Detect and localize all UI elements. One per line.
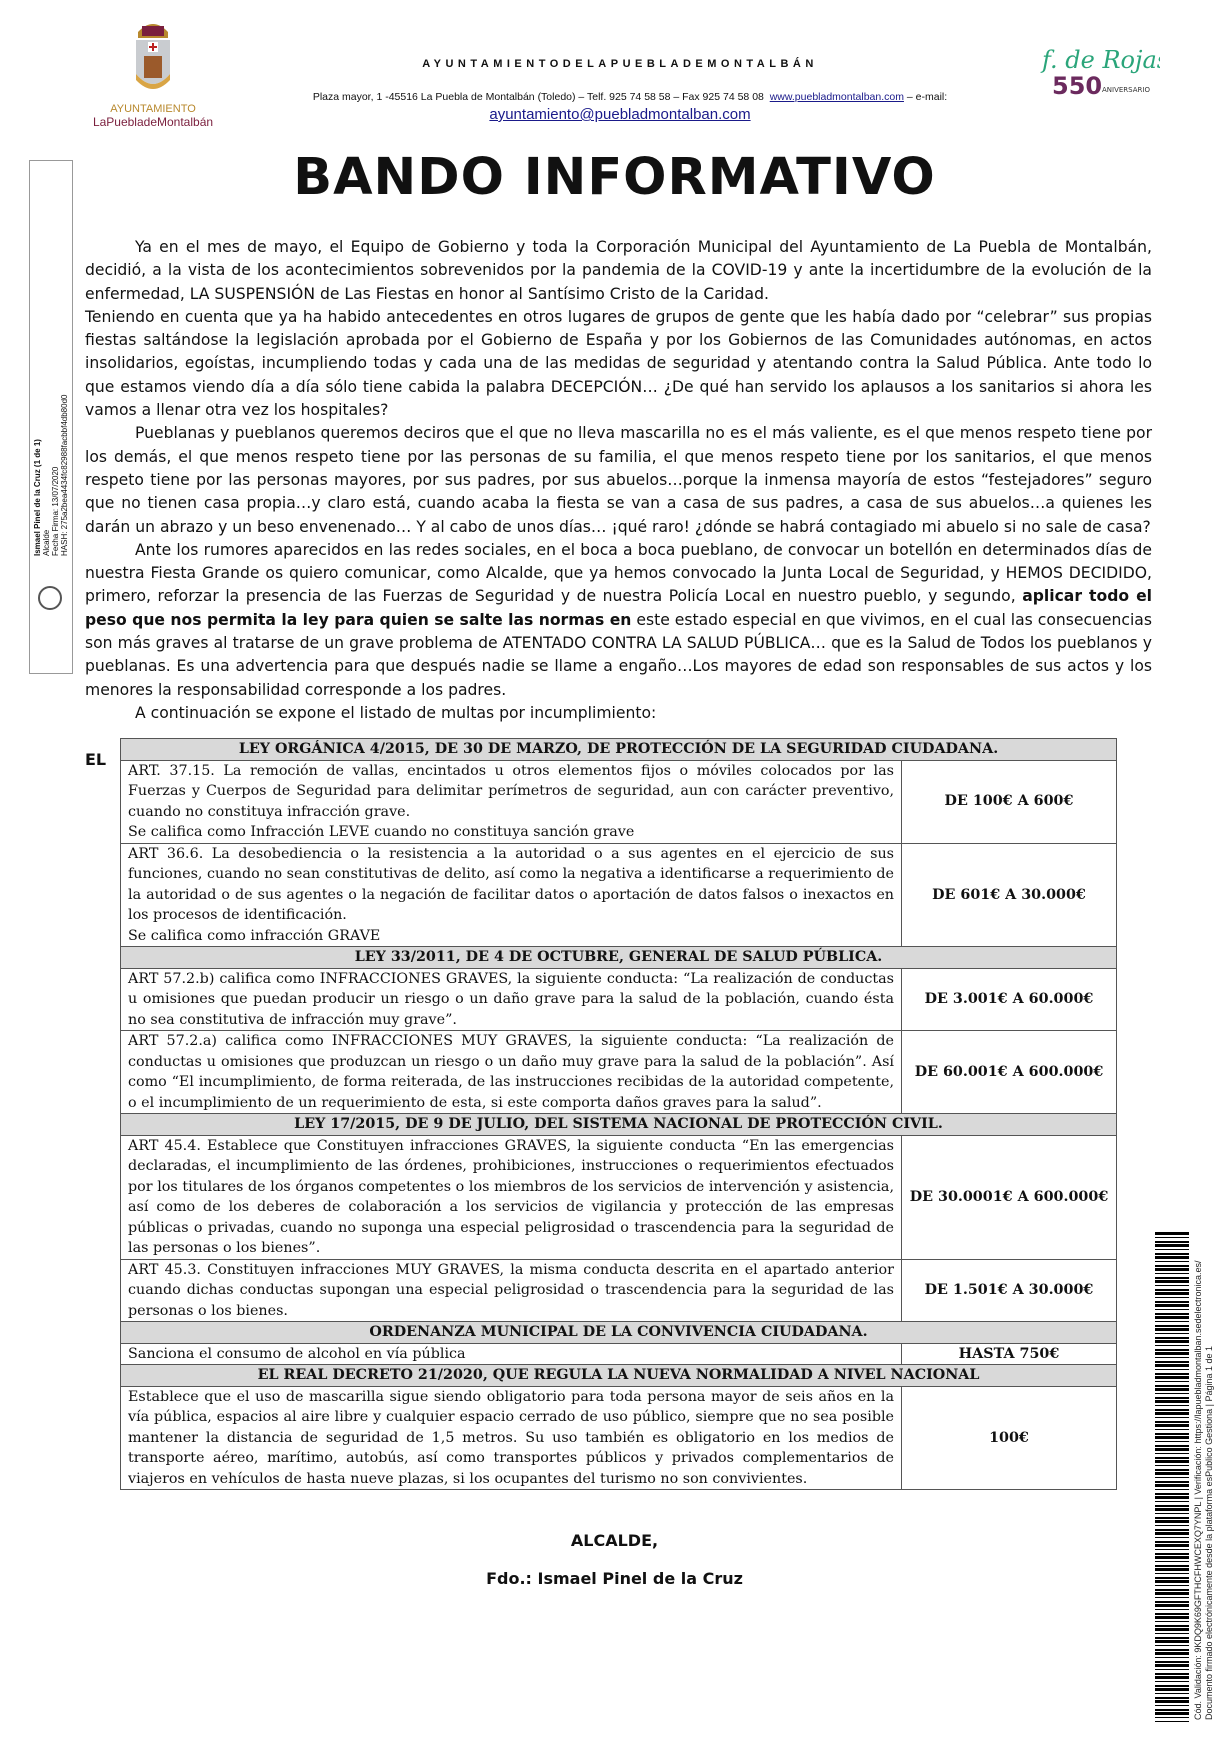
bold-text: aplicar todo el peso que nos permita la ley para quien se salte las normas en	[85, 587, 1152, 629]
fine-amount: HASTA 750€	[902, 1343, 1117, 1365]
svg-text:ANIVERSARIO: ANIVERSARIO	[1102, 86, 1150, 94]
section-heading: LEY 17/2015, DE 9 DE JULIO, DEL SISTEMA NACIONAL DE PROTECCIÓN CIVIL.	[121, 1114, 1117, 1136]
stamp-date: Fecha Firma: 13/07/2020	[51, 466, 60, 556]
signature-role: ALCALDE,	[570, 1531, 659, 1550]
body-text	[85, 236, 1152, 725]
table-row	[121, 1386, 1117, 1490]
infraction-description	[121, 1259, 902, 1322]
infraction-description	[121, 1031, 902, 1114]
page-title: BANDO INFORMATIVO	[293, 148, 936, 207]
description-text: ART 45.3. Constituyen infracciones MUY GRAVES, la misma conducta descrita en el apartado anterior cuando dichas conductas supongan una especial peligrosidad o trascendencia para la seguridad de las personas o los bienes.	[128, 1261, 894, 1319]
table-row	[121, 1031, 1117, 1114]
classification-note: Se califica como infracción GRAVE	[128, 927, 381, 944]
text: Ante los rumores aparecidos en las redes sociales, en el boca a boca pueblano, de convocar un botellón en determinados días de nuestra Fiesta Grande os quiero comunicar, como Alcalde, que ya hemos convocado la Junta Local de Seguridad, y HEMOS DECIDIDO, primero, reforzar la presencia de las Fuerzas de Seguridad y de nuestra Policía Local en nuestro pueblo, y segundo,	[85, 540, 1152, 606]
section-heading-row	[121, 1114, 1117, 1136]
table-row	[121, 1259, 1117, 1322]
fine-amount: DE 601€ A 30.000€	[902, 843, 1117, 947]
signature-stamp	[29, 160, 73, 674]
description-text: ART 45.4. Establece que Constituyen infracciones GRAVES, la siguiente conducta “En las emergencias declaradas, el incumplimiento de las órdenes, prohibiciones, instrucciones o requerimientos efectuados por los titulares de los órganos competentes o los miembros de los servicios de intervención y asistencia, así como de los deberes de colaboración a los servicios de vigilancia y protección de las empresas públicas o privadas, cuando no suponga una especial peligrosidad o trascendencia para la seguridad de las personas o los bienes”.	[128, 1137, 894, 1256]
description-text: ART 57.2.b) califica como INFRACCIONES GRAVES, la siguiente conducta: “La realización de conductas u omisiones que puedan producir un riesgo o un daño grave para la salud de la población, cuando ésta no sea constitutiva de infracción muy grave”.	[128, 970, 894, 1028]
municipal-coat-of-arms-logo	[88, 14, 218, 129]
section-heading: ORDENANZA MUNICIPAL DE LA CONVIVENCIA CIUDADANA.	[121, 1322, 1117, 1344]
fine-amount: DE 60.001€ A 600.000€	[902, 1031, 1117, 1114]
section-heading-row	[121, 1322, 1117, 1344]
infraction-description	[121, 1386, 902, 1490]
infraction-description	[121, 1343, 902, 1365]
section-heading: LEY ORGÁNICA 4/2015, DE 30 DE MARZO, DE PROTECCIÓN DE LA SEGURIDAD CIUDADANA.	[121, 739, 1117, 761]
description-text: ART 57.2.a) califica como INFRACCIONES MUY GRAVES, la siguiente conducta: “La realización de conductas u omisiones que produzcan un riesgo o un daño muy grave para la salud de la población”. Así como “El incumplimiento, de forma reiterada, de las instrucciones recibidas de la autoridad competente, o el incumplimiento de un requerimiento de esta, si este comporta daños graves para la salud”.	[128, 1033, 894, 1111]
logo-text-ayuntamiento: AYUNTAMIENTO	[110, 103, 196, 115]
fine-amount: DE 3.001€ A 60.000€	[902, 968, 1117, 1031]
infraction-description	[121, 1135, 902, 1259]
fine-amount: 100€	[902, 1386, 1117, 1490]
section-heading-row	[121, 1365, 1117, 1387]
stamp-hash: HASH: 275a2bea4434fc82988facbbf4db80d0	[60, 394, 69, 556]
paragraph: Ya en el mes de mayo, el Equipo de Gobierno y toda la Corporación Municipal del Ayuntamiento de La Puebla de Montalbán, decidió, a la vista de los acontecimientos sobrevenidos por la pandemia de la COVID-19 y ante la incertidumbre de la evolución de la enfermedad, LA SUSPENSIÓN de Las Fiestas en honor al Santísimo Cristo de la Caridad.	[85, 238, 1152, 303]
paragraph: Teniendo en cuenta que ya ha habido antecedentes en otros lugares de grupos de gente que les había dado por “celebrar” sus propias fiestas saltándose la legislación aprobada por el Gobierno de España y por los Gobiernos de las Comunidades autónomas, en actos insolidarios, egoístas, incumpliendo todas y cada una de las medidas de seguridad y atentando contra la Salud Pública. Ante todo lo que estamos viendo día a día sólo tiene cabida la palabra DECEPCIÓN… ¿De qué han servido los aplausos a los sanitarios si ahora les vamos a llenar otra vez los hospitales?	[85, 307, 1152, 420]
seal-icon	[38, 586, 62, 610]
fine-amount: DE 30.0001€ A 600.000€	[902, 1135, 1117, 1259]
classification-note: Se califica como Infracción LEVE cuando no constituya sanción grave	[128, 824, 635, 840]
text: este estado especial en que vivimos, en el cual las consecuencias son más graves al tratarse de un grave problema de ATENTADO CONTRA LA SALUD PÚBLICA… que es la Salud de Todos los pueblanos y pueblanas. Es una advertencia para que después nadie se llame a engaño…Los mayores de edad son responsables de sus actos y los menores la responsabilidad corresponde a los padres.	[85, 610, 1152, 699]
infraction-description	[121, 968, 902, 1031]
address-line	[260, 91, 1000, 103]
description-text: ART 36.6. La desobediencia o la resistencia a la autoridad o a sus agentes en el ejercicio de sus funciones, cuando no sean constitutivas de delito, así como la negativa a identificarse a requerimiento de la autoridad o de sus agentes o la negación de facilitar datos o aportación de datos falsos o inexactos en los procesos de identificación.	[128, 845, 894, 923]
infraction-description	[121, 843, 902, 947]
validation-note: Documento firmado electrónicamente desde la plataforma esPublico Gestiona | Página 1 de 1	[1204, 1345, 1214, 1720]
section-heading-row	[121, 947, 1117, 969]
table-row	[121, 968, 1117, 1031]
table-row	[121, 1135, 1117, 1259]
infraction-description	[121, 760, 902, 843]
description-text: ART. 37.15. La remoción de vallas, encintados u otros elementos fijos o móviles colocados por las Fuerzas y Cuerpos de Seguridad para delimitar perímetros de seguridad, aun con carácter preventivo, cuando no constituya infracción grave.	[128, 762, 894, 820]
validation-code: Cód. Validación: 9KDQ9K69GFTHCFHWCEXQ7YNPL | Verificación: https://lapuebladmontalban.sedelectronica.es/	[1193, 1260, 1203, 1720]
logo-text-town: LaPuebladeMontalbán	[92, 115, 214, 129]
fines-table	[120, 738, 1117, 1490]
table-row	[121, 843, 1117, 947]
fine-amount: DE 1.501€ A 30.000€	[902, 1259, 1117, 1322]
section-heading: LEY 33/2011, DE 4 DE OCTUBRE, GENERAL DE SALUD PÚBLICA.	[121, 947, 1117, 969]
fine-amount: DE 100€ A 600€	[902, 760, 1117, 843]
stamp-signer: Ismael Pinel de la Cruz (1 de 1)	[33, 439, 42, 556]
coat-of-arms-icon	[128, 14, 178, 94]
description-text: Establece que el uso de mascarilla sigue siendo obligatorio para toda persona mayor de seis años en la vía pública, espacios al aire libre y cualquier espacio cerrado de uso público, siempre que no sea posible mantener la distancia de seguridad de 1,5 metros. Su uso también es obligatorio en los medios de transporte aéreo, marítimo, autobús, así como transportes públicos y privados complementarios de viajeros en vehículos de hasta nueve plazas, si los ocupantes del turismo no son convivientes.	[128, 1388, 894, 1487]
signature-name: Fdo.: Ismael Pinel de la Cruz	[486, 1569, 743, 1588]
stray-label: EL	[85, 750, 107, 769]
table-row	[121, 1343, 1117, 1365]
paragraph	[85, 539, 1152, 702]
email-link[interactable]: ayuntamiento@puebladmontalban.com	[489, 106, 751, 123]
paragraph: Pueblanas y pueblanos queremos deciros que el que no lleva mascarilla no es el más valiente, es el que menos respeto tiene por los demás, el que menos respeto tiene por las personas de su familia, el que menos respeto tiene por los sanitarios, el que menos respeto tiene por las personas mayores, por sus padres, por sus abuelos…porque la inmensa mayoría de estos “festejadores” seguro que no tienen casa propia…y claro está, cuando acaba la fiesta se van a casa de sus padres, a casa de sus abuelos…a quienes les darán un abrazo y un beso envenenado… Y al cabo de unos días… ¡qué raro! ¿dónde se habrá contagiado mi abuelo si no sale de casa?	[85, 424, 1152, 536]
svg-text:550: 550	[1052, 72, 1103, 100]
section-heading: EL REAL DECRETO 21/2020, QUE REGULA LA NUEVA NORMALIDAD A NIVEL NACIONAL	[121, 1365, 1117, 1387]
paragraph: A continuación se expone el listado de multas por incumplimiento:	[135, 703, 657, 722]
validation-text	[1193, 1260, 1215, 1720]
email-label: – e-mail:	[906, 91, 948, 103]
stamp-role: Alcalde	[42, 529, 51, 556]
address-text: Plaza mayor, 1 -45516 La Puebla de Montalbán (Toledo) – Telf. 925 74 58 58 – Fax 925 74 58 08	[312, 91, 764, 103]
website-link[interactable]: www.puebladmontalban.com	[769, 91, 904, 103]
svg-text:f. de Rojas: f. de Rojas	[1042, 46, 1160, 74]
description-text: Sanciona el consumo de alcohol en vía pública	[128, 1345, 466, 1362]
anniversary-logo-icon	[1040, 42, 1160, 102]
table-row	[121, 760, 1117, 843]
section-heading-row	[121, 739, 1117, 761]
rojas-550-anniversary-logo	[1040, 42, 1160, 102]
organization-name: AYUNTAMIENTODELAPUEBLADEMONTALBÁN	[422, 58, 818, 70]
barcode	[1155, 1232, 1189, 1722]
